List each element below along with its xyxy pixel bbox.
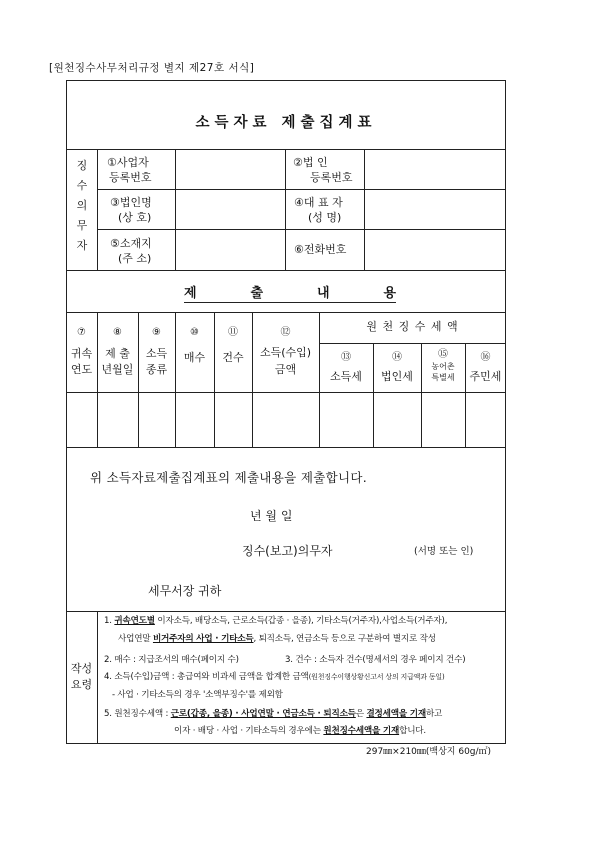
label-text: 전화번호 (303, 243, 347, 256)
col-7-label-line2: 연도 (70, 363, 93, 376)
business-reg-value[interactable] (176, 150, 284, 188)
instruction-text: , 퇴직소득, 연금소득 등으로 구분하여 별지로 작성 (253, 634, 436, 644)
instruction-text: 이자 · 배당 · 사업 · 기타소득의 경우에는 (174, 726, 324, 736)
label-text: 사업자 (116, 156, 149, 169)
col-13-number: ⑬ (341, 352, 351, 363)
col-8-number: ⑧ (113, 327, 122, 338)
label-text: 법인명 (119, 196, 152, 209)
col-16-label: 주민세 (469, 370, 502, 383)
instructions-label: 작성 (70, 662, 93, 675)
instruction-text: 4. 소득(수입)금액 : 총급여와 비과세 금액을 합계한 금액 (104, 672, 309, 682)
withholding-tax-header: 원 천 징 수 세 액 (366, 320, 459, 333)
instruction-text: 하고 (425, 709, 443, 719)
side-char: 수 (76, 179, 88, 192)
field-number: ③ (110, 196, 120, 209)
address-label (110, 238, 152, 249)
emphasis: 근로(갑종, 을종) · 사업연말 · 연금소득 · 퇴직소득 (170, 709, 356, 719)
col-11-number: ⑪ (228, 327, 238, 338)
field-number: ⑥ (294, 243, 304, 256)
col-7-label: 귀속 (70, 347, 93, 360)
col-8-label: 제 출 (105, 347, 130, 360)
addressee: 세무서장 귀하 (148, 584, 222, 598)
side-char: 자 (76, 239, 88, 252)
instruction-small-text: (원천징수이행상황신고서 상의 지급액과 동일) (308, 673, 445, 681)
instruction-5 (104, 710, 442, 719)
instruction-text: 은 (355, 709, 367, 719)
col-15-number: ⑮ (438, 349, 448, 360)
rule (66, 312, 506, 313)
instruction-4-cont: - 사업 · 기타소득의 경우 '소액부징수'를 제외함 (112, 690, 283, 700)
instruction-text: 이자소득, 배당소득, 근로소득(갑종 · 을종), 기타소득(거주자),사업소득(거주자), (154, 616, 448, 626)
corp-name-label (110, 197, 152, 208)
side-char: 의 (76, 199, 88, 212)
form-reference: [원천징수사무처리규정 별지 제27호 서식] (49, 62, 255, 74)
emphasis: 비거주자의 사업 · 기타소득 (152, 634, 254, 644)
col-16-number: ⑯ (480, 352, 491, 363)
corp-name-label-line2: (상 호) (118, 211, 152, 224)
col-10-number: ⑩ (190, 327, 199, 338)
address-value[interactable] (176, 230, 284, 269)
corp-reg-label-line2: 등록번호 (310, 171, 353, 184)
date-line: 년 월 일 (250, 509, 293, 523)
rule (319, 343, 506, 344)
rule (66, 611, 506, 612)
instruction-text: 사업연말 (118, 634, 153, 644)
instruction-2: 2. 매수 : 지급조서의 매수(페이지 수) (104, 655, 239, 665)
instruction-1-cont (118, 635, 436, 644)
paper-size-note: 297㎜×210㎜(백상지 60g/㎡) (366, 747, 492, 757)
label-text: 대 표 자 (303, 196, 343, 209)
signature-field[interactable] (350, 540, 410, 560)
instruction-4 (104, 673, 444, 682)
corp-name-value[interactable] (176, 190, 284, 228)
representative-label (294, 197, 343, 208)
corp-reg-value[interactable] (365, 150, 505, 188)
corp-reg-label (293, 157, 328, 168)
signer-label: 징수(보고)의무자 (242, 544, 333, 558)
representative-value[interactable] (365, 190, 505, 228)
business-reg-label-line2: 등록번호 (109, 171, 152, 184)
signature-note: (서명 또는 인) (414, 546, 474, 557)
instruction-number: 1. (104, 616, 112, 626)
instruction-text: 5. 원천징수세액 : (104, 709, 171, 719)
rule (66, 447, 506, 448)
representative-label-line2: (성 명) (308, 211, 342, 224)
rule (97, 149, 98, 270)
emphasis: 결정세액을 기재 (366, 709, 426, 719)
rule (97, 611, 98, 744)
field-number: ① (107, 156, 117, 169)
col-7-number: ⑦ (77, 327, 86, 338)
emphasis: 원천징수세액을 기재 (323, 726, 400, 736)
rule (66, 270, 506, 271)
submission-statement: 위 소득자료제출집계표의 제출내용을 제출합니다. (90, 470, 367, 485)
section-title: 제 출 내 용 (184, 286, 396, 301)
side-char: 징 (76, 159, 88, 172)
col-9-label-line2: 종류 (145, 363, 168, 376)
instruction-5-cont (174, 727, 426, 736)
col-15-label-line2: 특별세 (431, 373, 455, 382)
col-12-label: 소득(수입) (259, 346, 312, 359)
form-title: 소득자료 제출집계표 (195, 115, 377, 131)
col-14-label: 법인세 (381, 370, 413, 383)
label-text: 소재지 (119, 237, 152, 250)
col-12-label-line2: 금액 (274, 363, 297, 376)
side-char: 무 (76, 219, 88, 232)
instruction-3: 3. 건수 : 소득자 건수(명세서의 경우 페이지 건수) (285, 655, 466, 665)
field-number: ④ (294, 196, 304, 209)
label-text: 법 인 (302, 156, 328, 169)
col-13-label: 소득세 (330, 370, 362, 383)
col-9-label: 소득 (145, 347, 168, 360)
instruction-text: 합니다. (399, 726, 426, 736)
instructions-label-line2: 요령 (70, 678, 93, 691)
col-11-label: 건수 (222, 351, 244, 364)
col-15-label: 농어촌 (431, 362, 455, 371)
phone-value[interactable] (365, 230, 505, 269)
emphasis: 귀속연도별 (114, 616, 155, 626)
col-14-number: ⑭ (392, 352, 402, 363)
col-10-label: 매수 (183, 351, 206, 364)
field-number: ⑤ (110, 237, 120, 250)
col-8-label-line2: 년월일 (101, 363, 134, 376)
business-reg-label (107, 157, 149, 168)
rule (285, 149, 286, 270)
phone-label (294, 244, 346, 255)
instruction-1 (104, 617, 447, 626)
taxpayer-side-label (75, 156, 89, 256)
field-number: ② (293, 156, 303, 169)
address-label-line2: (주 소) (118, 252, 152, 265)
col-9-number: ⑨ (152, 327, 161, 338)
col-12-number: ⑫ (280, 327, 291, 338)
data-row[interactable] (67, 393, 505, 446)
